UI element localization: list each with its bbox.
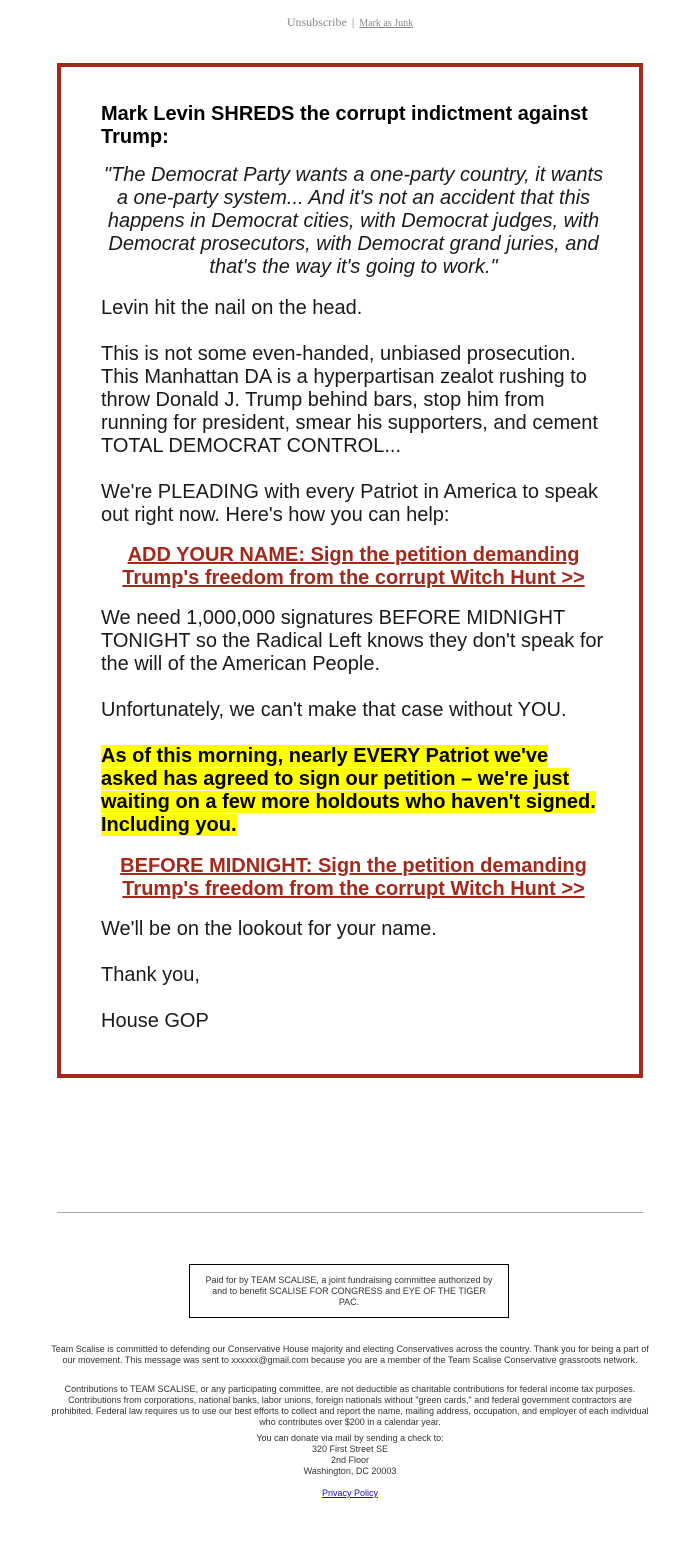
email-content — [101, 103, 606, 1033]
privacy-policy-link[interactable]: Privacy Policy — [321, 1488, 378, 1498]
highlighted-text: As of this morning, nearly EVERY Patriot we've asked has agreed to sign our petition – we're just waiting on a few more holdouts who haven't signed. Including you. — [101, 745, 596, 836]
paid-for-disclaimer: Paid for by TEAM SCALISE, a joint fundraising committee authorized by and to benefit SCALISE FOR CONGRESS and EYE OF THE TIGER PAC. — [189, 1264, 509, 1318]
privacy-section — [50, 1488, 650, 1499]
paragraph-without-you: Unfortunately, we can't make that case without YOU. — [101, 699, 567, 721]
paragraph-thank-you: Thank you, — [101, 964, 200, 986]
levin-quote: "The Democrat Party wants a one-party country, it wants a one-party system... And it's not an accident that this happens in Democrat cities, with Democrat judges, with Democrat prosecutors, with Democrat grand juries, and that's the way it's going to work." — [103, 164, 604, 278]
top-links — [0, 15, 700, 30]
commitment-text: Team Scalise is committed to defending our Conservative House majority and electing Conservatives across the country. Thank you for being a part of our movement. This message was sent to xxxxxx@gmail.com because you are a member of the Team Scalise Conservative grassroots network. — [51, 1344, 649, 1365]
paragraph-prosecution: This is not some even-handed, unbiased prosecution. This Manhattan DA is a hyperpartisan zealot rushing to throw Donald J. Trump behind bars, stop him from running for president, smear his supporters, and cement TOTAL DEMOCRAT CONTROL... — [101, 343, 598, 457]
mailing-address — [50, 1433, 650, 1477]
mark-as-junk-link[interactable]: Mark as Junk — [359, 18, 414, 29]
highlighted-paragraph — [101, 745, 606, 837]
link-separator: | — [351, 15, 355, 29]
address-line-3: Washington, DC 20003 — [303, 1466, 397, 1476]
footer-divider — [57, 1212, 643, 1213]
add-your-name-link[interactable]: ADD YOUR NAME: Sign the petition demanding Trump's freedom from the corrupt Witch Hunt >> — [122, 544, 585, 589]
address-line-1: 320 First Street SE — [311, 1444, 389, 1454]
paragraph-nail: Levin hit the nail on the head. — [101, 297, 363, 319]
before-midnight-link[interactable]: BEFORE MIDNIGHT: Sign the petition demanding Trump's freedom from the corrupt Witch Hunt >> — [120, 855, 587, 900]
address-line-2: 2nd Floor — [330, 1455, 370, 1465]
mail-intro: You can donate via mail by sending a check to: — [256, 1433, 444, 1443]
paragraph-signatures: We need 1,000,000 signatures BEFORE MIDNIGHT TONIGHT so the Radical Left knows they don't speak for the will of the American People. — [101, 607, 604, 675]
headline: Mark Levin SHREDS the corrupt indictment against Trump: — [101, 103, 588, 148]
contributions-disclaimer: Contributions to TEAM SCALISE, or any participating committee, are not deductible as charitable contributions for federal income tax purposes. Contributions from corporations, national banks, labor unions, foreign nationals without "green cards," and federal government contractors are prohibited. Federal law requires us to use our best efforts to collect and report the name, mailing address, occupation, and employer of each individual who contributes over $200 in a calendar year. — [51, 1384, 649, 1427]
paragraph-lookout: We'll be on the lookout for your name. — [101, 918, 437, 940]
unsubscribe-link[interactable]: Unsubscribe — [286, 15, 347, 29]
paragraph-pleading: We're PLEADING with every Patriot in America to speak out right now. Here's how you can help: — [101, 481, 598, 526]
signature: House GOP — [101, 1010, 209, 1032]
email-body-box — [57, 63, 643, 1078]
